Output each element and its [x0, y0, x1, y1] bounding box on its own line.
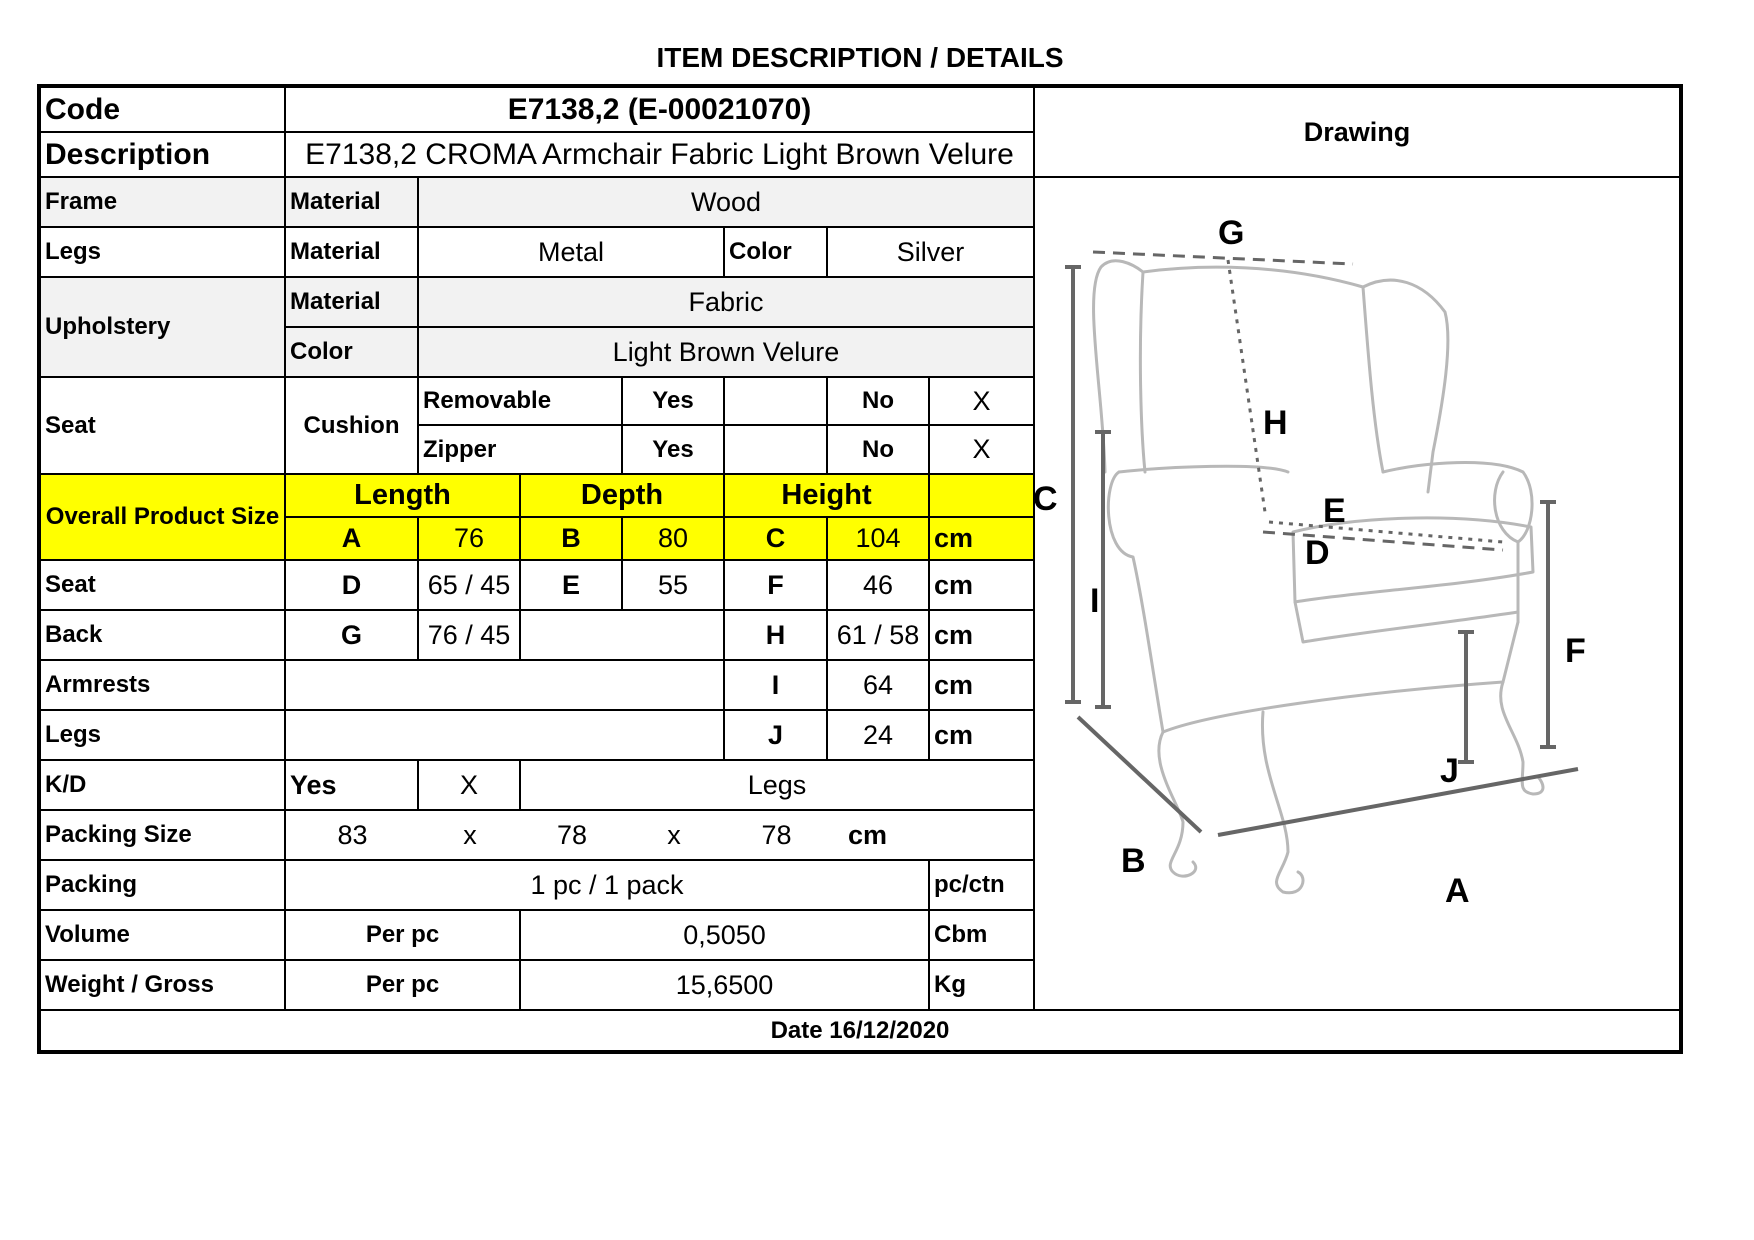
- page-title: ITEM DESCRIPTION / DETAILS: [656, 42, 1064, 73]
- dimension-line-d: [1263, 532, 1503, 550]
- legs-dims-label: Legs: [41, 711, 286, 761]
- seat-dims-label: Seat: [41, 561, 286, 611]
- drawing-letter-e: E: [1323, 492, 1346, 530]
- drawing-letter-g: G: [1218, 214, 1245, 252]
- kd-label: K/D: [41, 761, 286, 811]
- dimension-line-b: [1078, 717, 1201, 832]
- volume-unit: Cbm: [930, 911, 1035, 961]
- upholstery-color-value: Light Brown Velure: [419, 328, 1035, 378]
- packing-value: 1 pc / 1 pack: [286, 861, 930, 911]
- packing-size-w: 83: [286, 811, 419, 861]
- chair-left-arm: [1108, 472, 1163, 732]
- legs-material-label: Material: [286, 228, 419, 278]
- overall-size-label: Overall Product Size: [41, 475, 286, 561]
- date-footer: Date 16/12/2020: [770, 1016, 950, 1044]
- chair-right-arm-scroll: [1495, 472, 1518, 542]
- armrests-i-letter: I: [725, 661, 828, 711]
- legs-color-label: Color: [725, 228, 828, 278]
- drawing-header: Drawing: [1035, 88, 1679, 178]
- volume-label: Volume: [41, 911, 286, 961]
- armrests-unit: cm: [930, 661, 1035, 711]
- armrests-label: Armrests: [41, 661, 286, 711]
- overall-b-value: 80: [623, 518, 725, 561]
- packing-size-unit: cm: [828, 811, 1035, 861]
- depth-header: Depth: [521, 475, 725, 518]
- zipper-no-mark: X: [930, 426, 1035, 475]
- chair-wing-left-inner: [1140, 272, 1145, 472]
- description-value: E7138,2 CROMA Armchair Fabric Light Brown Velure: [286, 133, 1035, 178]
- overall-a-letter: A: [286, 518, 419, 561]
- chair-front-left-leg: [1159, 732, 1196, 876]
- overall-unit: cm: [930, 518, 1035, 561]
- armrests-blank: [286, 661, 725, 711]
- legs-material-value: Metal: [419, 228, 725, 278]
- seat-e-value: 55: [623, 561, 725, 611]
- chair-wing-right-inner: [1363, 287, 1383, 472]
- frame-label: Frame: [41, 178, 286, 228]
- zipper-yes-mark: [725, 426, 828, 475]
- packing-size-d: 78: [521, 811, 623, 861]
- seat-d-value: 65 / 45: [419, 561, 521, 611]
- packing-label: Packing: [41, 861, 286, 911]
- weight-unit: Kg: [930, 961, 1035, 1011]
- kd-mark: X: [419, 761, 521, 811]
- legs-dims-blank: [286, 711, 725, 761]
- chair-drawing: [1033, 172, 1673, 952]
- frame-material-label: Material: [286, 178, 419, 228]
- dimension-line-g: [1093, 252, 1353, 264]
- kd-yes-label: Yes: [286, 761, 419, 811]
- upholstery-material-label: Material: [286, 278, 419, 328]
- volume-per: Per pc: [286, 911, 521, 961]
- height-header: Height: [725, 475, 930, 518]
- packing-unit: pc/ctn: [930, 861, 1035, 911]
- upholstery-color-label: Color: [286, 328, 419, 378]
- legs-label: Legs: [41, 228, 286, 278]
- zipper-no-label: No: [828, 426, 930, 475]
- length-header: Length: [286, 475, 521, 518]
- packing-size-x2: x: [623, 811, 725, 861]
- overall-a-value: 76: [419, 518, 521, 561]
- back-g-letter: G: [286, 611, 419, 661]
- drawing-letter-f: F: [1565, 632, 1586, 670]
- drawing-letter-a: A: [1445, 872, 1470, 910]
- legs-color-value: Silver: [828, 228, 1035, 278]
- packing-size-h: 78: [725, 811, 828, 861]
- seat-dims-unit: cm: [930, 561, 1035, 611]
- packing-size-label: Packing Size: [41, 811, 286, 861]
- drawing-letter-c: C: [1033, 480, 1058, 518]
- weight-label: Weight / Gross: [41, 961, 286, 1011]
- chair-back-outline: [1094, 261, 1448, 492]
- overall-blank: [930, 475, 1035, 518]
- zipper-label: Zipper: [419, 426, 623, 475]
- removable-yes-mark: [725, 378, 828, 426]
- drawing-letter-j: J: [1440, 752, 1459, 790]
- removable-label: Removable: [419, 378, 623, 426]
- chair-front-right-leg: [1262, 712, 1303, 893]
- code-label: Code: [41, 88, 286, 133]
- code-value: E7138,2 (E-00021070): [286, 88, 1035, 133]
- upholstery-material-value: Fabric: [419, 278, 1035, 328]
- overall-c-value: 104: [828, 518, 930, 561]
- removable-no-label: No: [828, 378, 930, 426]
- seat-f-value: 46: [828, 561, 930, 611]
- back-h-letter: H: [725, 611, 828, 661]
- kd-note: Legs: [521, 761, 1035, 811]
- drawing-letter-h: H: [1263, 404, 1288, 442]
- upholstery-label: Upholstery: [41, 278, 286, 378]
- seat-label: Seat: [41, 378, 286, 475]
- volume-value: 0,5050: [521, 911, 930, 961]
- overall-b-letter: B: [521, 518, 623, 561]
- frame-material-value: Wood: [419, 178, 1035, 228]
- removable-no-mark: X: [930, 378, 1035, 426]
- armrests-i-value: 64: [828, 661, 930, 711]
- legs-j-value: 24: [828, 711, 930, 761]
- legs-dims-unit: cm: [930, 711, 1035, 761]
- back-dims-unit: cm: [930, 611, 1035, 661]
- seat-e-letter: E: [521, 561, 623, 611]
- overall-c-letter: C: [725, 518, 828, 561]
- legs-j-letter: J: [725, 711, 828, 761]
- zipper-yes-label: Yes: [623, 426, 725, 475]
- description-label: Description: [41, 133, 286, 178]
- cushion-label: Cushion: [286, 378, 419, 475]
- back-dims-label: Back: [41, 611, 286, 661]
- weight-value: 15,6500: [521, 961, 930, 1011]
- removable-yes-label: Yes: [623, 378, 725, 426]
- seat-f-letter: F: [725, 561, 828, 611]
- packing-size-x1: x: [419, 811, 521, 861]
- back-h-value: 61 / 58: [828, 611, 930, 661]
- drawing-letter-i: I: [1090, 582, 1100, 620]
- back-blank: [521, 611, 725, 661]
- weight-per: Per pc: [286, 961, 521, 1011]
- drawing-letter-b: B: [1121, 842, 1146, 880]
- back-g-value: 76 / 45: [419, 611, 521, 661]
- dimension-line-h: [1228, 260, 1265, 512]
- drawing-letter-d: D: [1305, 534, 1330, 572]
- chair-seat-front: [1295, 602, 1518, 642]
- seat-d-letter: D: [286, 561, 419, 611]
